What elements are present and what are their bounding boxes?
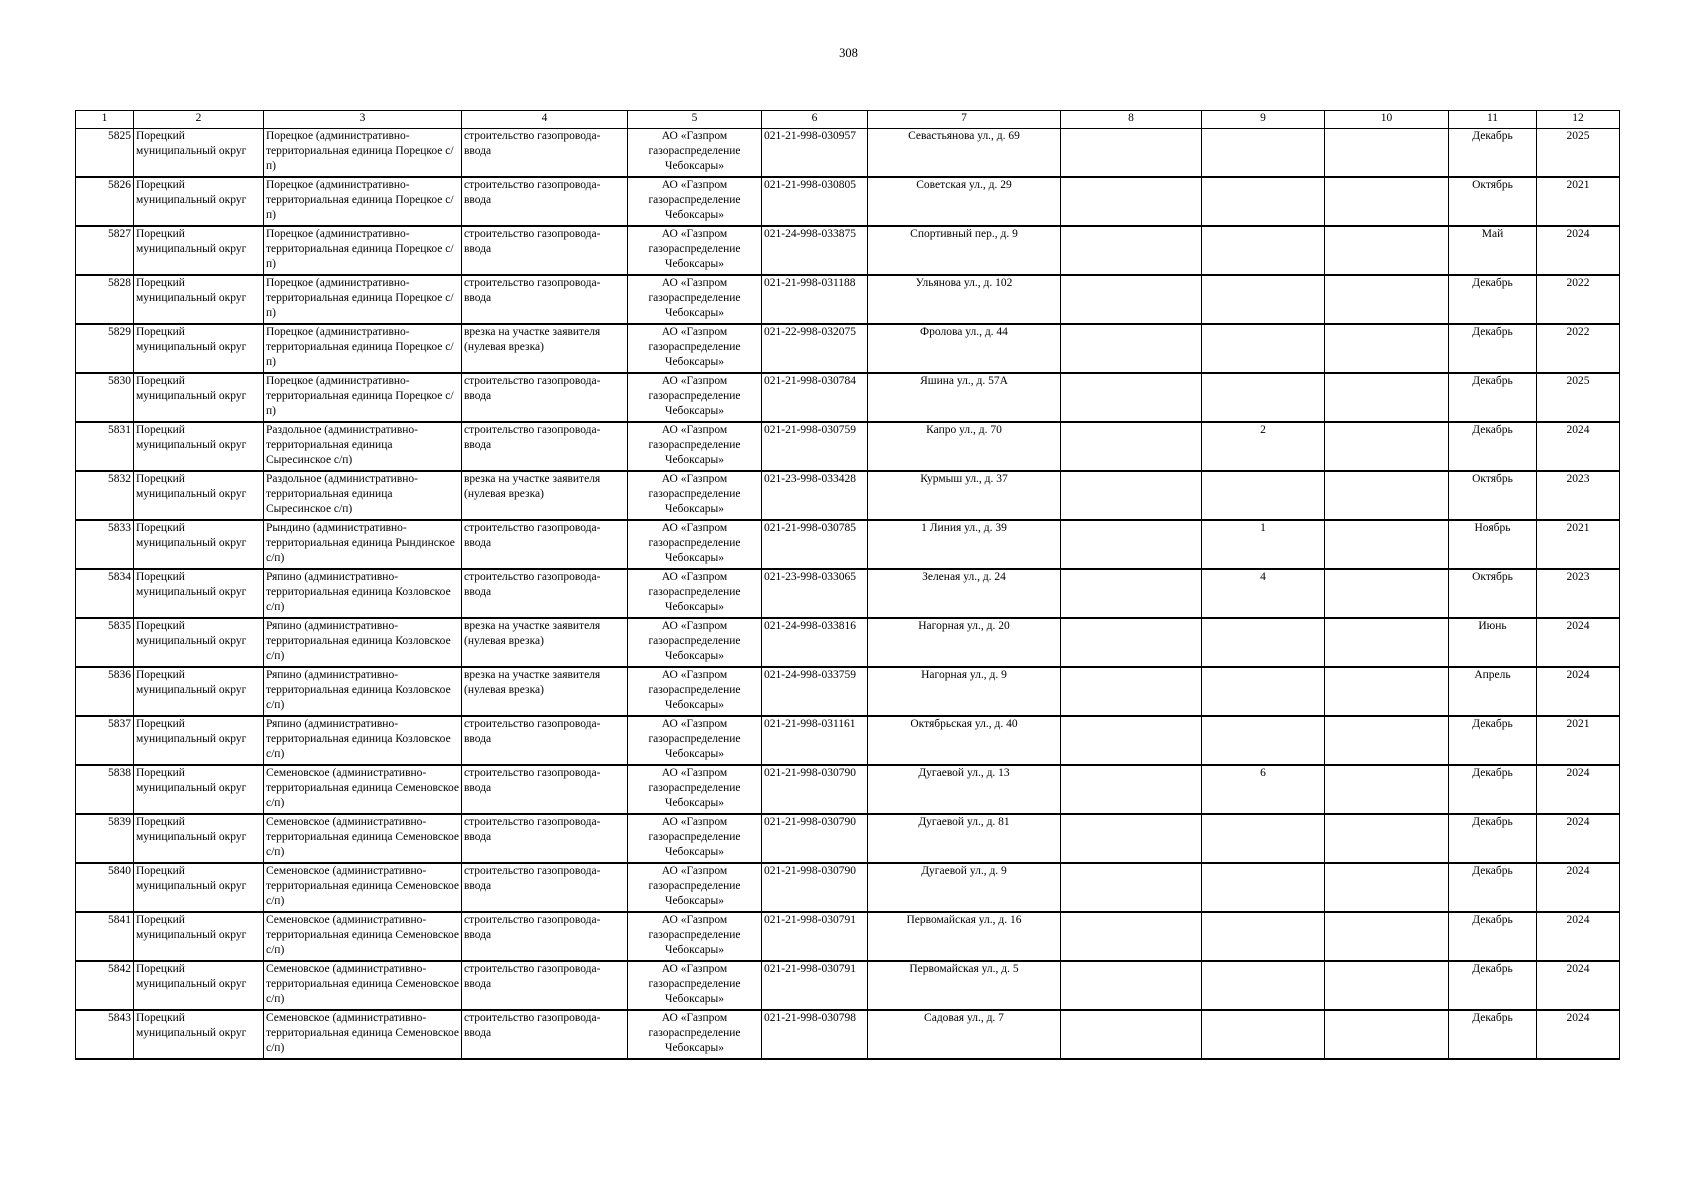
cell-organization: АО «Газпром газораспределение Чебоксары» <box>628 863 762 912</box>
table-row <box>76 961 1620 1010</box>
cell-district: Порецкий муниципальный округ <box>134 667 264 716</box>
cell-col-9 <box>1202 471 1325 520</box>
cell-settlement: Семеновское (административно-территориальная единица Семеновское с/п) <box>264 961 462 1010</box>
table-header <box>76 111 1620 129</box>
cell-col-9 <box>1202 129 1325 178</box>
cell-settlement: Семеновское (административно-территориальная единица Семеновское с/п) <box>264 863 462 912</box>
cell-month: Октябрь <box>1449 471 1537 520</box>
cell-settlement: Порецкое (административно-территориальная единица Порецкое с/п) <box>264 129 462 178</box>
table-row <box>76 618 1620 667</box>
cell-work-type: строительство газопровода-ввода <box>462 961 628 1010</box>
cell-col-8 <box>1061 618 1202 667</box>
cell-month: Декабрь <box>1449 765 1537 814</box>
cell-row-number: 5826 <box>76 177 134 226</box>
cell-col-9 <box>1202 961 1325 1010</box>
cell-year: 2025 <box>1537 129 1620 178</box>
cell-row-number: 5840 <box>76 863 134 912</box>
cell-address: Севастьянова ул., д. 69 <box>868 129 1061 178</box>
table-row <box>76 716 1620 765</box>
cell-col-9 <box>1202 667 1325 716</box>
cell-year: 2023 <box>1537 569 1620 618</box>
cell-work-type: строительство газопровода-ввода <box>462 275 628 324</box>
column-header-8: 8 <box>1061 111 1202 129</box>
cell-col-8 <box>1061 912 1202 961</box>
cell-organization: АО «Газпром газораспределение Чебоксары» <box>628 275 762 324</box>
cell-col-8 <box>1061 569 1202 618</box>
cell-col-10 <box>1325 569 1449 618</box>
cell-year: 2024 <box>1537 765 1620 814</box>
cell-col-9: 1 <box>1202 520 1325 569</box>
cell-district: Порецкий муниципальный округ <box>134 716 264 765</box>
column-header-7: 7 <box>868 111 1061 129</box>
column-header-5: 5 <box>628 111 762 129</box>
cell-address: Курмыш ул., д. 37 <box>868 471 1061 520</box>
cell-year: 2024 <box>1537 961 1620 1010</box>
cell-organization: АО «Газпром газораспределение Чебоксары» <box>628 226 762 275</box>
cell-col-9: 2 <box>1202 422 1325 471</box>
cell-row-number: 5825 <box>76 129 134 178</box>
table-row <box>76 422 1620 471</box>
cell-month: Май <box>1449 226 1537 275</box>
cell-year: 2024 <box>1537 863 1620 912</box>
page-number: 308 <box>839 46 858 60</box>
cell-district: Порецкий муниципальный округ <box>134 863 264 912</box>
table-body <box>76 129 1620 1060</box>
cell-district: Порецкий муниципальный округ <box>134 765 264 814</box>
cell-district: Порецкий муниципальный округ <box>134 129 264 178</box>
cell-year: 2024 <box>1537 1010 1620 1059</box>
cell-address: 1 Линия ул., д. 39 <box>868 520 1061 569</box>
cell-month: Декабрь <box>1449 814 1537 863</box>
cell-year: 2021 <box>1537 177 1620 226</box>
cell-col-8 <box>1061 129 1202 178</box>
cell-month: Декабрь <box>1449 863 1537 912</box>
cell-settlement: Ряпино (административно-территориальная единица Козловское с/п) <box>264 569 462 618</box>
cell-request-number: 021-24-998-033875 <box>762 226 868 275</box>
cell-district: Порецкий муниципальный округ <box>134 471 264 520</box>
cell-request-number: 021-21-998-030791 <box>762 961 868 1010</box>
cell-col-10 <box>1325 471 1449 520</box>
cell-row-number: 5830 <box>76 373 134 422</box>
cell-col-8 <box>1061 765 1202 814</box>
cell-row-number: 5841 <box>76 912 134 961</box>
cell-district: Порецкий муниципальный округ <box>134 569 264 618</box>
table-row <box>76 275 1620 324</box>
cell-col-10 <box>1325 422 1449 471</box>
cell-col-10 <box>1325 226 1449 275</box>
cell-settlement: Ряпино (административно-территориальная единица Козловское с/п) <box>264 716 462 765</box>
cell-settlement: Семеновское (административно-территориальная единица Семеновское с/п) <box>264 814 462 863</box>
cell-work-type: строительство газопровода-ввода <box>462 520 628 569</box>
table-row <box>76 373 1620 422</box>
cell-col-10 <box>1325 520 1449 569</box>
cell-settlement: Порецкое (административно-территориальная единица Порецкое с/п) <box>264 177 462 226</box>
cell-row-number: 5836 <box>76 667 134 716</box>
cell-request-number: 021-24-998-033816 <box>762 618 868 667</box>
cell-col-10 <box>1325 275 1449 324</box>
cell-organization: АО «Газпром газораспределение Чебоксары» <box>628 716 762 765</box>
cell-row-number: 5831 <box>76 422 134 471</box>
cell-request-number: 021-21-998-031161 <box>762 716 868 765</box>
cell-col-8 <box>1061 814 1202 863</box>
cell-col-9 <box>1202 814 1325 863</box>
header-row <box>76 111 1620 129</box>
table-row <box>76 667 1620 716</box>
registry-table <box>75 110 1620 1060</box>
cell-work-type: врезка на участке заявителя (нулевая врезка) <box>462 667 628 716</box>
cell-district: Порецкий муниципальный округ <box>134 520 264 569</box>
cell-col-10 <box>1325 177 1449 226</box>
cell-col-8 <box>1061 863 1202 912</box>
cell-address: Яшина ул., д. 57А <box>868 373 1061 422</box>
cell-col-10 <box>1325 1010 1449 1059</box>
cell-request-number: 021-21-998-030790 <box>762 765 868 814</box>
cell-col-9 <box>1202 716 1325 765</box>
cell-settlement: Порецкое (административно-территориальная единица Порецкое с/п) <box>264 226 462 275</box>
cell-row-number: 5827 <box>76 226 134 275</box>
cell-address: Первомайская ул., д. 5 <box>868 961 1061 1010</box>
cell-settlement: Семеновское (административно-территориальная единица Семеновское с/п) <box>264 912 462 961</box>
cell-request-number: 021-22-998-032075 <box>762 324 868 373</box>
cell-col-8 <box>1061 520 1202 569</box>
cell-month: Октябрь <box>1449 177 1537 226</box>
cell-col-9 <box>1202 618 1325 667</box>
cell-district: Порецкий муниципальный округ <box>134 422 264 471</box>
column-header-11: 11 <box>1449 111 1537 129</box>
cell-col-10 <box>1325 324 1449 373</box>
cell-year: 2024 <box>1537 226 1620 275</box>
cell-district: Порецкий муниципальный округ <box>134 226 264 275</box>
cell-request-number: 021-21-998-031188 <box>762 275 868 324</box>
table-row <box>76 129 1620 178</box>
cell-col-8 <box>1061 667 1202 716</box>
cell-month: Декабрь <box>1449 961 1537 1010</box>
cell-row-number: 5842 <box>76 961 134 1010</box>
cell-col-10 <box>1325 667 1449 716</box>
column-header-9: 9 <box>1202 111 1325 129</box>
cell-address: Спортивный пер., д. 9 <box>868 226 1061 275</box>
cell-month: Октябрь <box>1449 569 1537 618</box>
table-row <box>76 177 1620 226</box>
column-header-12: 12 <box>1537 111 1620 129</box>
cell-col-10 <box>1325 373 1449 422</box>
cell-work-type: строительство газопровода-ввода <box>462 569 628 618</box>
cell-request-number: 021-23-998-033065 <box>762 569 868 618</box>
cell-col-10 <box>1325 716 1449 765</box>
column-header-3: 3 <box>264 111 462 129</box>
cell-col-9 <box>1202 226 1325 275</box>
cell-col-8 <box>1061 177 1202 226</box>
cell-col-8 <box>1061 373 1202 422</box>
cell-month: Декабрь <box>1449 1010 1537 1059</box>
cell-request-number: 021-21-998-030784 <box>762 373 868 422</box>
cell-work-type: строительство газопровода-ввода <box>462 863 628 912</box>
cell-settlement: Раздольное (административно-территориальная единица Сыресинское с/п) <box>264 471 462 520</box>
cell-organization: АО «Газпром газораспределение Чебоксары» <box>628 129 762 178</box>
cell-work-type: врезка на участке заявителя (нулевая врезка) <box>462 471 628 520</box>
cell-district: Порецкий муниципальный округ <box>134 373 264 422</box>
cell-work-type: строительство газопровода-ввода <box>462 716 628 765</box>
cell-address: Зеленая ул., д. 24 <box>868 569 1061 618</box>
cell-organization: АО «Газпром газораспределение Чебоксары» <box>628 471 762 520</box>
cell-col-9 <box>1202 863 1325 912</box>
cell-settlement: Рындино (административно-территориальная единица Рындинское с/п) <box>264 520 462 569</box>
cell-col-9 <box>1202 912 1325 961</box>
cell-request-number: 021-21-998-030790 <box>762 863 868 912</box>
cell-settlement: Ряпино (административно-территориальная единица Козловское с/п) <box>264 667 462 716</box>
cell-request-number: 021-21-998-030785 <box>762 520 868 569</box>
cell-address: Фролова ул., д. 44 <box>868 324 1061 373</box>
cell-address: Ульянова ул., д. 102 <box>868 275 1061 324</box>
cell-district: Порецкий муниципальный округ <box>134 275 264 324</box>
cell-col-9 <box>1202 275 1325 324</box>
cell-month: Декабрь <box>1449 129 1537 178</box>
cell-work-type: строительство газопровода-ввода <box>462 373 628 422</box>
cell-col-10 <box>1325 618 1449 667</box>
cell-organization: АО «Газпром газораспределение Чебоксары» <box>628 422 762 471</box>
cell-request-number: 021-23-998-033428 <box>762 471 868 520</box>
cell-organization: АО «Газпром газораспределение Чебоксары» <box>628 814 762 863</box>
cell-col-8 <box>1061 961 1202 1010</box>
table-row <box>76 520 1620 569</box>
cell-month: Апрель <box>1449 667 1537 716</box>
cell-col-10 <box>1325 961 1449 1010</box>
cell-request-number: 021-21-998-030759 <box>762 422 868 471</box>
cell-col-10 <box>1325 129 1449 178</box>
cell-work-type: строительство газопровода-ввода <box>462 177 628 226</box>
cell-work-type: строительство газопровода-ввода <box>462 1010 628 1059</box>
cell-work-type: строительство газопровода-ввода <box>462 422 628 471</box>
table-row <box>76 765 1620 814</box>
cell-organization: АО «Газпром газораспределение Чебоксары» <box>628 618 762 667</box>
cell-row-number: 5833 <box>76 520 134 569</box>
table-row <box>76 569 1620 618</box>
cell-request-number: 021-21-998-030798 <box>762 1010 868 1059</box>
cell-address: Капро ул., д. 70 <box>868 422 1061 471</box>
cell-year: 2021 <box>1537 520 1620 569</box>
cell-col-9 <box>1202 324 1325 373</box>
cell-col-8 <box>1061 716 1202 765</box>
table-row <box>76 324 1620 373</box>
cell-settlement: Ряпино (административно-территориальная единица Козловское с/п) <box>264 618 462 667</box>
cell-row-number: 5835 <box>76 618 134 667</box>
cell-year: 2024 <box>1537 618 1620 667</box>
cell-month: Июнь <box>1449 618 1537 667</box>
cell-organization: АО «Газпром газораспределение Чебоксары» <box>628 667 762 716</box>
cell-row-number: 5838 <box>76 765 134 814</box>
cell-col-8 <box>1061 275 1202 324</box>
table-row <box>76 863 1620 912</box>
cell-settlement: Семеновское (административно-территориальная единица Семеновское с/п) <box>264 765 462 814</box>
cell-row-number: 5832 <box>76 471 134 520</box>
cell-month: Декабрь <box>1449 275 1537 324</box>
cell-address: Садовая ул., д. 7 <box>868 1010 1061 1059</box>
cell-col-9 <box>1202 177 1325 226</box>
table-row <box>76 814 1620 863</box>
cell-request-number: 021-21-998-030957 <box>762 129 868 178</box>
cell-row-number: 5837 <box>76 716 134 765</box>
cell-month: Декабрь <box>1449 373 1537 422</box>
cell-work-type: строительство газопровода-ввода <box>462 814 628 863</box>
cell-organization: АО «Газпром газораспределение Чебоксары» <box>628 1010 762 1059</box>
cell-month: Декабрь <box>1449 324 1537 373</box>
cell-settlement: Порецкое (административно-территориальная единица Порецкое с/п) <box>264 324 462 373</box>
cell-year: 2024 <box>1537 667 1620 716</box>
cell-address: Дугаевой ул., д. 81 <box>868 814 1061 863</box>
cell-settlement: Раздольное (административно-территориальная единица Сыресинское с/п) <box>264 422 462 471</box>
cell-district: Порецкий муниципальный округ <box>134 814 264 863</box>
cell-row-number: 5843 <box>76 1010 134 1059</box>
table-row <box>76 226 1620 275</box>
cell-request-number: 021-21-998-030805 <box>762 177 868 226</box>
cell-col-9 <box>1202 373 1325 422</box>
table-row <box>76 912 1620 961</box>
column-header-2: 2 <box>134 111 264 129</box>
cell-col-9 <box>1202 1010 1325 1059</box>
table-row <box>76 1010 1620 1059</box>
cell-work-type: строительство газопровода-ввода <box>462 129 628 178</box>
column-header-10: 10 <box>1325 111 1449 129</box>
cell-address: Советская ул., д. 29 <box>868 177 1061 226</box>
cell-work-type: врезка на участке заявителя (нулевая врезка) <box>462 618 628 667</box>
cell-year: 2022 <box>1537 275 1620 324</box>
cell-col-10 <box>1325 765 1449 814</box>
cell-district: Порецкий муниципальный округ <box>134 1010 264 1059</box>
cell-organization: АО «Газпром газораспределение Чебоксары» <box>628 520 762 569</box>
cell-address: Нагорная ул., д. 20 <box>868 618 1061 667</box>
cell-year: 2021 <box>1537 716 1620 765</box>
cell-year: 2024 <box>1537 912 1620 961</box>
cell-month: Декабрь <box>1449 912 1537 961</box>
cell-settlement: Порецкое (административно-территориальная единица Порецкое с/п) <box>264 373 462 422</box>
cell-work-type: строительство газопровода-ввода <box>462 226 628 275</box>
cell-request-number: 021-21-998-030791 <box>762 912 868 961</box>
cell-row-number: 5828 <box>76 275 134 324</box>
cell-settlement: Семеновское (административно-территориальная единица Семеновское с/п) <box>264 1010 462 1059</box>
cell-col-8 <box>1061 1010 1202 1059</box>
cell-work-type: врезка на участке заявителя (нулевая врезка) <box>462 324 628 373</box>
column-header-4: 4 <box>462 111 628 129</box>
table-row <box>76 471 1620 520</box>
cell-month: Ноябрь <box>1449 520 1537 569</box>
cell-col-10 <box>1325 863 1449 912</box>
cell-district: Порецкий муниципальный округ <box>134 177 264 226</box>
cell-organization: АО «Газпром газораспределение Чебоксары» <box>628 569 762 618</box>
cell-district: Порецкий муниципальный округ <box>134 618 264 667</box>
cell-work-type: строительство газопровода-ввода <box>462 912 628 961</box>
cell-col-8 <box>1061 471 1202 520</box>
cell-col-9: 6 <box>1202 765 1325 814</box>
cell-request-number: 021-24-998-033759 <box>762 667 868 716</box>
cell-organization: АО «Газпром газораспределение Чебоксары» <box>628 324 762 373</box>
cell-col-9: 4 <box>1202 569 1325 618</box>
cell-row-number: 5839 <box>76 814 134 863</box>
cell-year: 2022 <box>1537 324 1620 373</box>
column-header-1: 1 <box>76 111 134 129</box>
cell-address: Первомайская ул., д. 16 <box>868 912 1061 961</box>
cell-year: 2023 <box>1537 471 1620 520</box>
cell-request-number: 021-21-998-030790 <box>762 814 868 863</box>
cell-year: 2025 <box>1537 373 1620 422</box>
cell-col-8 <box>1061 422 1202 471</box>
cell-row-number: 5834 <box>76 569 134 618</box>
cell-organization: АО «Газпром газораспределение Чебоксары» <box>628 373 762 422</box>
cell-district: Порецкий муниципальный округ <box>134 912 264 961</box>
cell-work-type: строительство газопровода-ввода <box>462 765 628 814</box>
cell-row-number: 5829 <box>76 324 134 373</box>
cell-district: Порецкий муниципальный округ <box>134 961 264 1010</box>
cell-month: Декабрь <box>1449 716 1537 765</box>
cell-address: Дугаевой ул., д. 13 <box>868 765 1061 814</box>
cell-district: Порецкий муниципальный округ <box>134 324 264 373</box>
cell-organization: АО «Газпром газораспределение Чебоксары» <box>628 961 762 1010</box>
cell-organization: АО «Газпром газораспределение Чебоксары» <box>628 912 762 961</box>
cell-month: Декабрь <box>1449 422 1537 471</box>
cell-organization: АО «Газпром газораспределение Чебоксары» <box>628 177 762 226</box>
cell-settlement: Порецкое (административно-территориальная единица Порецкое с/п) <box>264 275 462 324</box>
cell-col-10 <box>1325 912 1449 961</box>
cell-organization: АО «Газпром газораспределение Чебоксары» <box>628 765 762 814</box>
column-header-6: 6 <box>762 111 868 129</box>
cell-address: Нагорная ул., д. 9 <box>868 667 1061 716</box>
cell-col-10 <box>1325 814 1449 863</box>
cell-year: 2024 <box>1537 814 1620 863</box>
cell-address: Октябрьская ул., д. 40 <box>868 716 1061 765</box>
cell-col-8 <box>1061 226 1202 275</box>
cell-year: 2024 <box>1537 422 1620 471</box>
cell-address: Дугаевой ул., д. 9 <box>868 863 1061 912</box>
cell-col-8 <box>1061 324 1202 373</box>
